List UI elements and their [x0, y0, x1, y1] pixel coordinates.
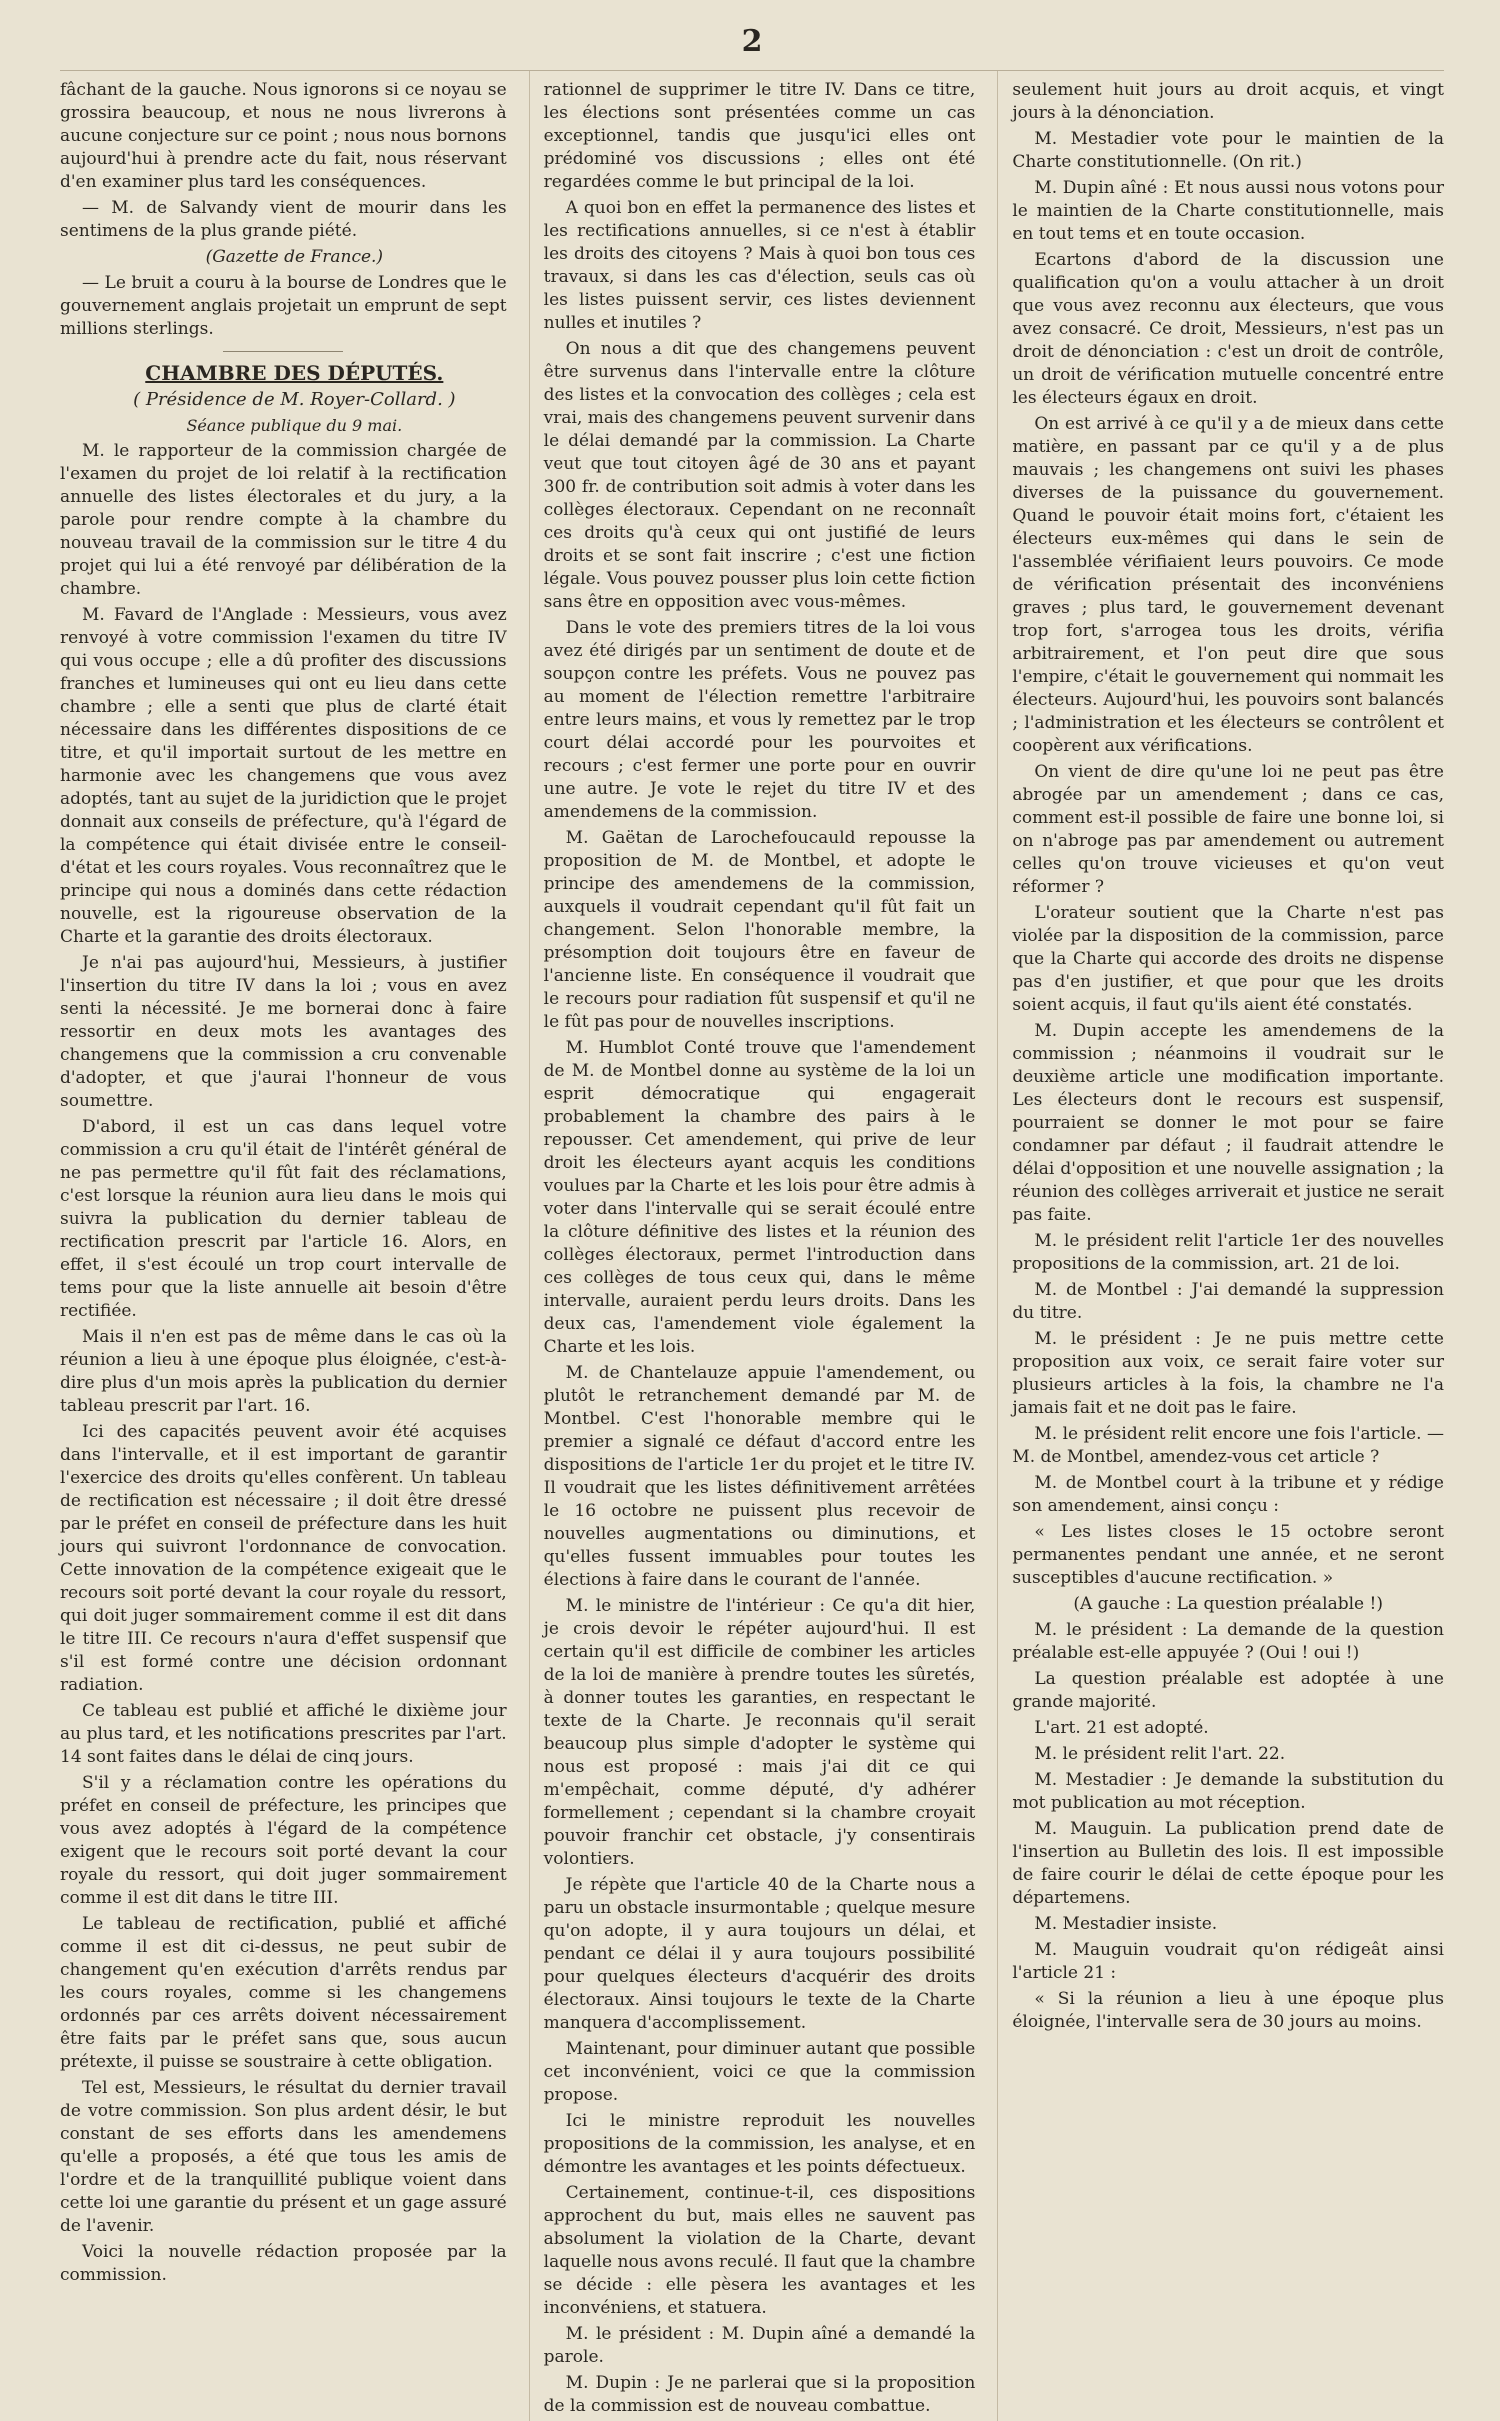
article-paragraph: L'art. 21 est adopté. [1034, 1718, 1209, 1738]
article-paragraph: M. le ministre de l'intérieur : Ce qu'a dit hier, je crois devoir le répéter aujourd'hui. Il est certain qu'il est difficile de combiner les articles de la loi de manière à prendre toutes les sûretés, à donner toutes les garanties, en respectant le texte de la Charte. Je reconnais qu'il serait beaucoup plus simple d'adopter le système qui nous est proposé : mais j'ai dit ce qui m'empêchait, comme député, d'y adhérer formellement ; cependant si la chambre croyait pouvoir franchir cet obstacle, j'y consentirais volontiers. [543, 1596, 976, 1869]
article-paragraph: M. le président : M. Dupin aîné a demandé la parole. [543, 2324, 976, 2367]
article-paragraph: fâchant de la gauche. Nous ignorons si ce noyau se grossira beaucoup, et nous ne nous livrerons à aucune conjecture sur ce point ; nous nous bornons aujourd'hui à prendre acte du fait, nous réservant d'en examiner plus tard les conséquences. [60, 80, 507, 192]
article-paragraph: D'abord, il est un cas dans lequel votre commission a cru qu'il était de l'intérêt général de ne pas permettre qu'il fût fait des réclamations, c'est lorsque la réunion aura lieu dans le mois qui suivra la publication du dernier tableau de rectification prescrit par l'article 16. Alors, en effet, il s'est écoulé un trop court intervalle de tems pour que la liste annuelle ait besoin d'être rectifiée. [60, 1117, 507, 1321]
column-2 [529, 71, 976, 2421]
article-paragraph: M. le président relit l'article 1er des nouvelles propositions de la commission, art. 21 de loi. [1012, 1231, 1444, 1274]
article-paragraph: M. le président : La demande de la question préalable est-elle appuyée ? (Oui ! oui !) [1012, 1620, 1444, 1663]
article-paragraph: M. le rapporteur de la commission chargée de l'examen du projet de loi relatif à la rectification annuelle des listes électorales et du jury, a la parole pour rendre compte à la chambre du nouveau travail de la commission sur le titre 4 du projet qui lui a été renvoyé par délibération de la chambre. [60, 441, 507, 599]
article-paragraph: Mais il n'en est pas de même dans le cas où la réunion a lieu à une époque plus éloignée, c'est-à-dire plus d'un mois après la publication du dernier tableau prescrit par l'art. 16. [60, 1327, 507, 1416]
separator-rule [223, 351, 343, 352]
article-paragraph: « Si la réunion a lieu à une époque plus éloignée, l'intervalle sera de 30 jours au moins. [1012, 1989, 1444, 2032]
article-paragraph: On vient de dire qu'une loi ne peut pas être abrogée par un amendement ; dans ce cas, comment est-il possible de faire une bonne loi, si on n'abroge pas par amendement ou autrement celles qu'on trouve vicieuses et qu'on veut réformer ? [1012, 762, 1444, 897]
article-paragraph: M. de Montbel : J'ai demandé la suppression du titre. [1012, 1280, 1444, 1323]
article-paragraph: A quoi bon en effet la permanence des listes et les rectifications annuelles, si ce n'est à établir les droits des citoyens ? Mais à quoi bon tous ces travaux, si dans les cas d'élection, seuls cas où les listes puissent servir, ces listes deviennent nulles et inutiles ? [543, 198, 976, 333]
article-paragraph: M. Mestadier : Je demande la substitution du mot publication au mot réception. [1012, 1770, 1444, 1813]
article-paragraph: M. Humblot Conté trouve que l'amendement de M. de Montbel donne au système de la loi un esprit démocratique qui engagerait probablement la chambre des pairs à le repousser. Cet amendement, qui prive de leur droit les électeurs ayant acquis les conditions voulues par la Charte et les lois pour être admis à voter dans l'intervalle qui se serait écoulé entre la clôture définitive des listes et la réunion des collèges électoraux, permet l'introduction dans ces collèges de tous ceux qui, dans le même intervalle, auraient perdu leurs droits. Dans les deux cas, l'amendement viole également la Charte et les lois. [543, 1038, 976, 1357]
article-paragraph: rationnel de supprimer le titre IV. Dans ce titre, les élections sont présentées comme un cas exceptionnel, tandis que jusqu'ici elles ont prédominé vos discussions ; elles ont été regardées comme le but principal de la loi. [543, 80, 976, 192]
seance-line: Séance publique du 9 mai. [186, 416, 403, 435]
article-paragraph: Ce tableau est publié et affiché le dixième jour au plus tard, et les notifications prescrites par l'art. 14 sont faites dans le délai de cinq jours. [60, 1701, 507, 1767]
presidence-line: ( Présidence de M. Royer-Collard. ) [133, 389, 456, 410]
column-3 [997, 71, 1444, 2421]
article-paragraph: Ici le ministre reproduit les nouvelles propositions de la commission, les analyse, et en démontre les avantages et les points défectueux. [543, 2111, 976, 2177]
article-paragraph: S'il y a réclamation contre les opérations du préfet en conseil de préfecture, les principes que vous avez adoptés à l'égard de la compétence exigent que le recours soit porté devant la cour royale du ressort, qui doit juger sommairement comme il est dit dans le titre III. [60, 1773, 507, 1908]
article-paragraph: (A gauche : La question préalable !) [1073, 1594, 1383, 1614]
article-paragraph: M. le président : Je ne puis mettre cette proposition aux voix, ce serait faire voter sur plusieurs articles à la fois, la chambre ne l'a jamais fait et ne doit pas le faire. [1012, 1329, 1444, 1418]
article-paragraph: M. de Chantelauze appuie l'amendement, ou plutôt le retranchement demandé par M. de Montbel. C'est l'honorable membre qui le premier a signalé ce défaut d'accord entre les dispositions de l'article 1er du projet et le titre IV. Il voudrait que les listes définitivement arrêtées le 16 octobre ne puissent plus recevoir de nouvelles augmentations ou diminutions, et qu'elles fussent immuables pour toutes les élections à faire dans le courant de l'année. [543, 1363, 976, 1590]
article-paragraph: M. Mauguin. La publication prend date de l'insertion au Bulletin des lois. Il est impossible de faire courir le délai de cette époque pour les départemens. [1012, 1819, 1444, 1908]
article-paragraph: Le tableau de rectification, publié et affiché comme il est dit ci-dessus, ne peut subir de changement qu'en exécution d'arrêts rendus par les cours royales, comme si les changemens ordonnés par ces arrêts doivent nécessairement être faits par le préfet sans que, sous aucun prétexte, il puisse se soustraire à cette obligation. [60, 1914, 507, 2072]
article-paragraph: Tel est, Messieurs, le résultat du dernier travail de votre commission. Son plus ardent désir, le but constant de ses efforts dans les amendemens qu'elle a proposés, a été que tous les amis de l'ordre et de la tranquillité publique voient dans cette loi une garantie du présent et un gage assuré de l'avenir. [60, 2078, 507, 2236]
source-attribution: (Gazette de France.) [205, 247, 384, 267]
article-paragraph: M. Dupin accepte les amendemens de la commission ; néanmoins il voudrait sur le deuxième article une modification importante. Les électeurs dont le recours est suspensif, pourraient se donner le mot pour se faire condamner par défaut ; il faudrait attendre le délai d'opposition et une nouvelle assignation ; la réunion des collèges arriverait et justice ne serait pas faite. [1012, 1021, 1444, 1225]
article-paragraph: « Les listes closes le 15 octobre seront permanentes pendant une année, et ne seront susceptibles d'aucune rectification. » [1012, 1522, 1444, 1588]
article-paragraph: M. de Montbel court à la tribune et y rédige son amendement, ainsi conçu : [1012, 1473, 1444, 1516]
article-paragraph: Je n'ai pas aujourd'hui, Messieurs, à justifier l'insertion du titre IV dans la loi ; vous en avez senti la nécessité. Je me bornerai donc à faire ressortir en deux mots les avantages des changemens que la commission a cru convenable d'adopter, et que j'aurai l'honneur de vous soumettre. [60, 953, 507, 1111]
article-paragraph: Certainement, continue-t-il, ces dispositions approchent du but, mais elles ne sauvent pas absolument la violation de la Charte, devant laquelle nous avons reculé. Il faut que la chambre se décide : elle pèsera les avantages et les inconvéniens, et statuera. [543, 2183, 976, 2318]
article-paragraph: L'orateur soutient que la Charte n'est pas violée par la disposition de la commission, parce que la Charte qui accorde des droits ne dispense pas d'en justifier, et que pour que les droits soient acquis, il faut qu'ils aient été constatés. [1012, 903, 1444, 1015]
article-paragraph: On nous a dit que des changemens peuvent être survenus dans l'intervalle entre la clôture des listes et la convocation des collèges ; cela est vrai, mais des changemens peuvent survenir dans le délai demandé par la commission. La Charte veut que tout citoyen âgé de 30 ans et payant 300 fr. de contribution soit admis à voter dans les collèges électoraux. Cependant on ne reconnaît ces droits qu'à ceux qui ont justifié de leurs droits et se sont fait inscrire ; c'est une fiction légale. Vous pouvez pousser plus loin cette fiction sans être en opposition avec vous-mêmes. [543, 339, 976, 612]
article-paragraph: Je répète que l'article 40 de la Charte nous a paru un obstacle insurmontable ; quelque mesure qu'on adopte, il y aura toujours un délai, et pendant ce délai il y aura toujours possibilité pour quelques électeurs d'acquérir des droits électoraux. Ainsi toujours le texte de la Charte manquera d'accomplissement. [543, 1875, 976, 2033]
article-paragraph: — M. de Salvandy vient de mourir dans les sentimens de la plus grande piété. [60, 198, 507, 241]
article-paragraph: Ici des capacités peuvent avoir été acquises dans l'intervalle, et il est important de garantir l'exercice des droits qu'elles confèrent. Un tableau de rectification est nécessaire ; il doit être dressé par le préfet en conseil de préfecture dans les huit jours qui suivront l'ordonnance de convocation. Cette innovation de la compétence exigeait que le recours soit porté devant la cour royale du ressort, qui doit juger sommairement comme il est dit dans le titre III. Ce recours n'aura d'effet suspensif que s'il est formé contre une décision ordonnant radiation. [60, 1422, 507, 1695]
article-paragraph: Ecartons d'abord de la discussion une qualification qu'on a voulu attacher à un droit que vous avez reconnu aux électeurs, que vous avez consacré. Ce droit, Messieurs, n'est pas un droit de dénonciation : c'est un droit de contrôle, un droit de vérification mutuelle concentré entre les électeurs égaux en droit. [1012, 250, 1444, 408]
article-paragraph: Voici la nouvelle rédaction proposée par la commission. [60, 2242, 507, 2285]
column-1 [60, 71, 507, 2421]
page-number: 2 [741, 24, 763, 59]
article-paragraph: On est arrivé à ce qu'il y a de mieux dans cette matière, en passant par ce qu'il y a de plus mauvais ; les changemens ont suivi les phases diverses de la puissance du gouvernement. Quand le pouvoir était moins fort, c'étaient les électeurs eux-mêmes qui dans le sein de l'assemblée vérifiaient leurs pouvoirs. Ce mode de vérification présentait des inconvéniens graves ; plus tard, le gouvernement devenant trop fort, s'arrogea tous les droits, vérifia arbitrairement, et l'on peut dire que sous l'empire, c'était le gouvernement qui nommait les électeurs. Aujourd'hui, les pouvoirs sont balancés ; l'administration et les électeurs se contrôlent et coopèrent aux vérifications. [1012, 414, 1444, 756]
article-paragraph: La question préalable est adoptée à une grande majorité. [1012, 1669, 1444, 1712]
article-paragraph: M. Dupin : Je ne parlerai que si la proposition de la commission est de nouveau combattue. [543, 2373, 976, 2416]
article-paragraph: M. Mauguin voudrait qu'on rédigeât ainsi l'article 21 : [1012, 1940, 1444, 1983]
article-paragraph: seulement huit jours au droit acquis, et vingt jours à la dénonciation. [1012, 80, 1444, 123]
article-paragraph: M. Mestadier vote pour le maintien de la Charte constitutionnelle. (On rit.) [1012, 129, 1444, 172]
article-paragraph: M. Gaëtan de Larochefoucauld repousse la proposition de M. de Montbel, et adopte le principe des amendemens de la commission, auxquels il voudrait cependant qu'il fût fait un changement. Selon l'honorable membre, la présomption doit toujours être en faveur de l'ancienne liste. En conséquence il voudrait que le recours pour radiation fût suspensif et qu'il ne le fût pas pour de nouvelles inscriptions. [543, 828, 976, 1032]
section-title: CHAMBRE DES DÉPUTÉS. [145, 361, 444, 385]
article-paragraph: Dans le vote des premiers titres de la loi vous avez été dirigés par un sentiment de doute et de soupçon contre les préfets. Vous ne pouvez pas au moment de l'élection remettre l'arbitraire entre leurs mains, et vous ly remettez par le trop court délai accordé pour les pourvoites et recours ; c'est fermer une porte pour en ouvrir une autre. Je vote le rejet du titre IV et des amendemens de la commission. [543, 618, 976, 822]
article-paragraph: M. Favard de l'Anglade : Messieurs, vous avez renvoyé à votre commission l'examen du titre IV qui vous occupe ; elle a dû profiter des discussions franches et lumineuses qui ont eu lieu dans cette chambre ; elle a senti que plus de clarté était nécessaire dans les différentes dispositions de ce titre, et qu'il importait surtout de les mettre en harmonie avec les changemens que vous avez adoptés, tant au sujet de la juridiction que le projet donnait aux conseils de préfecture, qu'à l'égard de la compétence qui était divisée entre le conseil-d'état et les cours royales. Vous reconnaîtrez que le principe qui nous a dominés dans cette rédaction nouvelle, est la rigoureuse observation de la Charte et la garantie des droits électoraux. [60, 605, 507, 947]
article-paragraph: Maintenant, pour diminuer autant que possible cet inconvénient, voici ce que la commission propose. [543, 2039, 976, 2105]
article-paragraph: — Le bruit a couru à la bourse de Londres que le gouvernement anglais projetait un emprunt de sept millions sterlings. [60, 273, 507, 339]
article-paragraph: M. Mestadier insiste. [1034, 1914, 1218, 1934]
columns [60, 70, 1444, 2416]
article-paragraph: M. le président relit encore une fois l'article. — M. de Montbel, amendez-vous cet article ? [1012, 1424, 1444, 1467]
article-paragraph: M. Dupin aîné : Et nous aussi nous votons pour le maintien de la Charte constitutionnelle, mais en tout tems et en toute occasion. [1012, 178, 1444, 244]
article-paragraph: M. le président relit l'art. 22. [1034, 1744, 1286, 1764]
